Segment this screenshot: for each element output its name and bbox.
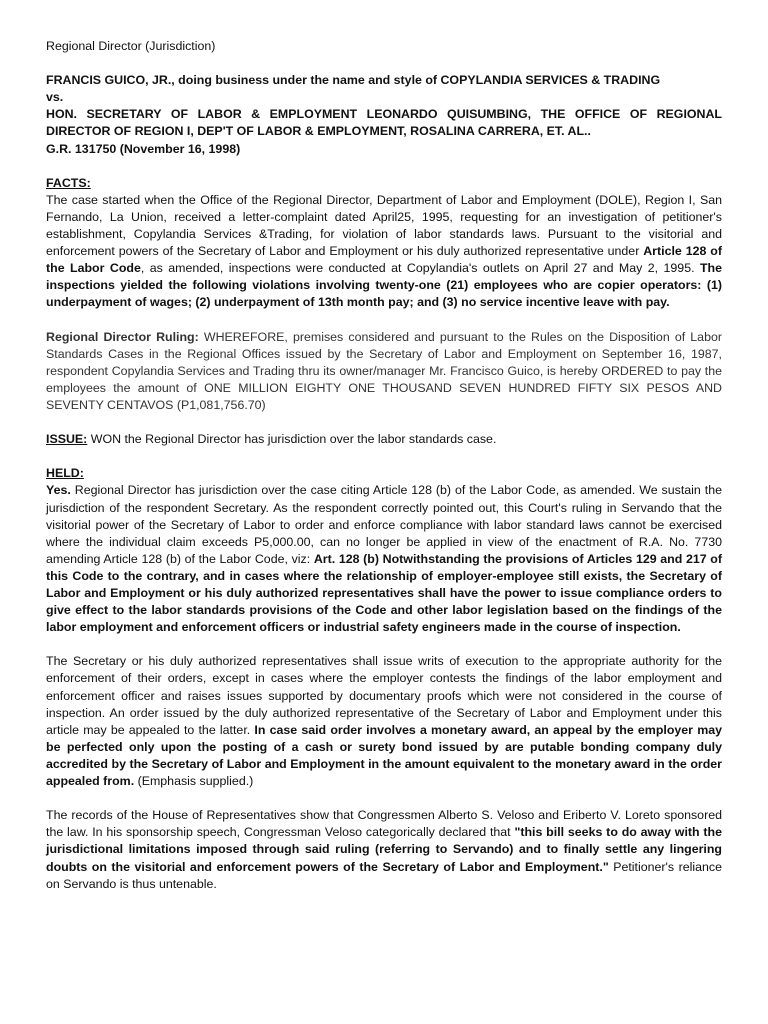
facts-heading: FACTS: bbox=[46, 175, 91, 190]
para3-text-1: The records of the House of Representatives show that Congressmen Alberto S. Veloso and Eriberto V. Loreto sponsored the law. In his sponsorship speech, Congressman Veloso categorically declared that bbox=[46, 808, 722, 840]
facts-text-1: The case started when the Office of the Regional Director, Department of Labor and Employment (DOLE), Region I, San Fernando, La Union, received a letter-complaint dated April25, 1995, requesting for an investigation of petitioner's establishment, Copylandia Services &Trading, for violation of labor standards laws. Pursuant to the visitorial and enforcement powers of the Secretary of Labor and Employment or his duly authorized representative under bbox=[46, 192, 722, 259]
issue-label: ISSUE: bbox=[46, 432, 88, 447]
para2-text-1: The Secretary or his duly authorized representatives shall issue writs of execution to the appropriate authority for the enforcement of their orders, except in cases where the employer contests the findings of the labor employment and enforcement officer and raises issues supported by documentary proofs which were not considered in the course of inspection. An order issued by the duly authorized representative of the Secretary of Labor and Employment under this article may be appealed to the latter. bbox=[46, 654, 722, 737]
para2-bold-appeal: In case said order involves a monetary award, an appeal by the employer may be perfected only upon the posting of a cash or surety bond issued by are putable bonding company duly accredited by the Secretary of Labor and Employment in the amount equivalent to the monetary award in the order appealed from. bbox=[46, 722, 722, 789]
ruling-label: Regional Director Ruling: bbox=[46, 329, 199, 344]
facts-bold-violations: The inspections yielded the following violations involving twenty-one (21) employees who are copier operators: (1) underpayment of wages; (2) underpayment of 13th month pay; and (3) no service incentive leave with pay. bbox=[46, 261, 722, 310]
para3-bold-quote: "this bill seeks to do away with the jurisdictional limitations imposed through said ruling (referring to Servando) and to finally settle any lingering doubts on the visitorial and enforcement powers of the Secretary of Labor and Employment." bbox=[46, 825, 722, 874]
held-yes: Yes. bbox=[46, 483, 71, 498]
ruling-text: WHEREFORE, premises considered and pursuant to the Rules on the Disposition of Labor Standards Cases in the Regional Offices issued by the Secretary of Labor and Employment on September 16, 1987, respondent Copylandia Services and Trading thru its owner/manager Mr. Francisco Guico, is hereby ORDERED to pay the employees the amount of ONE MILLION EIGHTY ONE THOUSAND SEVEN HUNDRED FIFTY SIX PESOS AND SEVENTY CENTAVOS (P1,081,756.70) bbox=[46, 329, 722, 412]
held-text-1: Regional Director has jurisdiction over the case citing Article 128 (b) of the Labor Code, as amended. We sustain the jurisdiction of the respondent Secretary. As the respondent correctly pointed out, this Court's ruling in Servando that the visitorial power of the Secretary of Labor to order and enforce compliance with labor standard laws cannot be exercised where the individual claim exceeds P5,000.00, can no longer be applied in view of the enactment of R.A. No. 7730 amending Article 128 (b) of the Labor Code, viz: bbox=[46, 483, 722, 566]
facts-text-2: , as amended, inspections were conducted at Copylandia's outlets on April 27 and May 2, 1995. bbox=[140, 261, 700, 276]
held-heading: HELD: bbox=[46, 466, 84, 481]
case-number: G.R. 131750 (November 16, 1998) bbox=[46, 141, 241, 156]
petitioner-caption: FRANCIS GUICO, JR., doing business under the name and style of COPYLANDIA SERVICES & TRADING bbox=[46, 73, 661, 88]
para3-text-2: Petitioner's reliance on Servando is thus untenable. bbox=[46, 859, 722, 891]
issue-paragraph bbox=[46, 431, 722, 448]
para2-text-2: (Emphasis supplied.) bbox=[134, 774, 254, 789]
versus-label: vs. bbox=[46, 90, 64, 105]
ruling-paragraph bbox=[46, 329, 722, 414]
issue-text: WON the Regional Director has jurisdiction over the labor standards case. bbox=[87, 432, 497, 447]
house-records-paragraph bbox=[46, 807, 722, 892]
secretary-writs-paragraph bbox=[46, 653, 722, 790]
held-bold-article: Art. 128 (b) Notwithstanding the provisions of Articles 129 and 217 of this Code to the contrary, and in cases where the relationship of employer-employee still exists, the Secretary of Labor and Employment or his duly authorized representatives shall have the power to issue compliance orders to give effect to the labor standards provisions of the Code and other labor legislation based on the findings of the labor employment and enforcement officers or industrial safety engineers made in the course of inspection. bbox=[46, 551, 722, 635]
respondents-caption: HON. SECRETARY OF LABOR & EMPLOYMENT LEONARDO QUISUMBING, THE OFFICE OF REGIONAL DIRECTOR OF REGION I, DEP'T OF LABOR & EMPLOYMENT, ROSALINA CARRERA, ET. AL.. bbox=[46, 107, 722, 139]
held-paragraph bbox=[46, 482, 722, 636]
facts-paragraph bbox=[46, 192, 722, 312]
facts-bold-article: Article 128 of the Labor Code bbox=[46, 244, 722, 276]
document-topic: Regional Director (Jurisdiction) bbox=[46, 39, 216, 53]
